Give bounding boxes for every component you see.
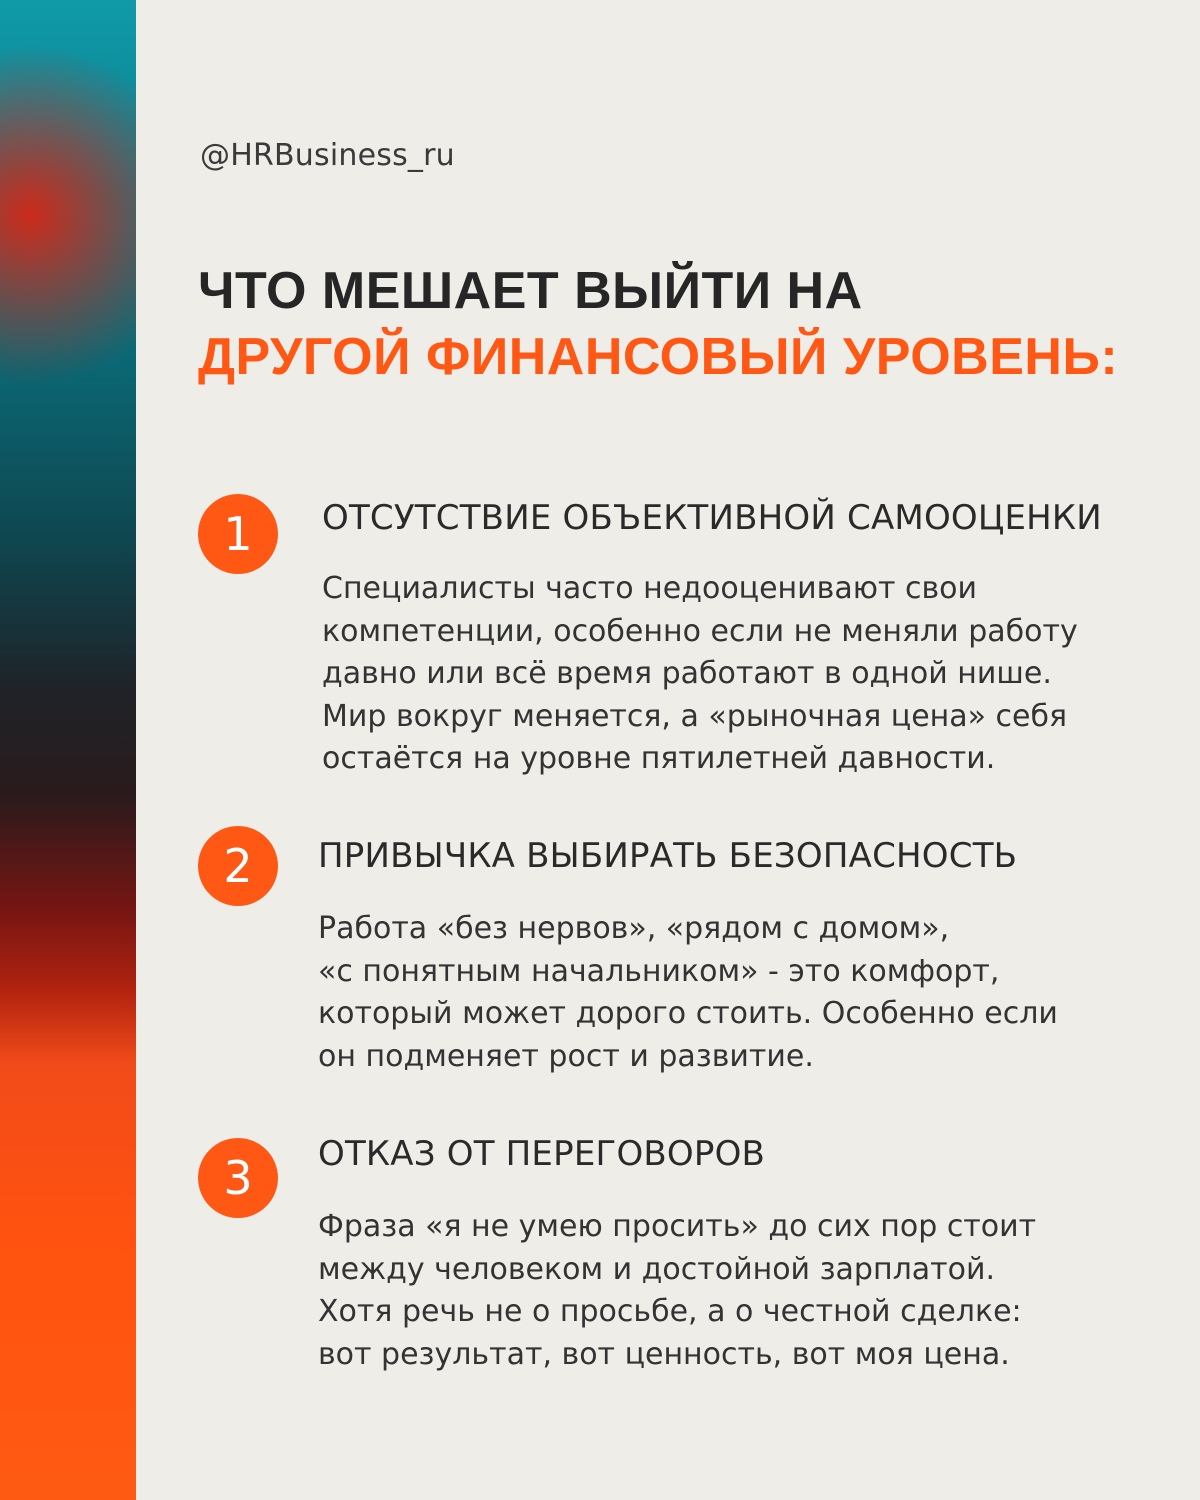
title-line-2-accent: ДРУГОЙ ФИНАНСОВЫЙ УРОВЕНЬ: <box>198 328 1119 386</box>
description-line: остаётся на уровне пятилетней давности. <box>322 741 996 776</box>
item-heading: ОТСУТСТВИЕ ОБЪЕКТИВНОЙ САМООЦЕНКИ <box>322 498 1102 538</box>
description-line: который может дорого стоить. Особенно если <box>318 996 1058 1031</box>
item-description <box>322 568 1122 781</box>
description-line: давно или всё время работают в одной нише. <box>322 656 1052 691</box>
number-badge: 3 <box>198 1138 278 1218</box>
description-line: он подменяет рост и развитие. <box>318 1038 814 1074</box>
description-line: компетенции, особенно если не меняли работу <box>322 613 1078 649</box>
description-line: Работа «без нервов», «рядом с домом», <box>318 911 950 946</box>
description-line: между человеком и достойной зарплатой. <box>318 1251 996 1287</box>
description-line: Хотя речь не о просьбе, а о честной сделке: <box>318 1294 1022 1329</box>
title-line-1: ЧТО МЕШАЕТ ВЫЙТИ НА <box>198 262 863 320</box>
account-handle: @HRBusiness_ru <box>200 138 455 173</box>
decorative-gradient-band <box>0 0 136 1500</box>
number-badge: 2 <box>198 826 278 906</box>
item-description <box>318 1206 1118 1376</box>
item-heading: ОТКАЗ ОТ ПЕРЕГОВОРОВ <box>318 1134 766 1174</box>
number-badge: 1 <box>198 494 278 574</box>
item-description <box>318 908 1118 1078</box>
description-line: «с понятным начальником» - это комфорт, <box>318 953 1000 989</box>
description-line: Мир вокруг меняется, а «рыночная цена» себя <box>322 698 1068 734</box>
post-content <box>136 0 1200 1500</box>
page-title <box>198 258 1118 390</box>
description-line: вот результат, вот ценность, вот моя цена. <box>318 1336 1010 1372</box>
description-line: Фраза «я не умею просить» до сих пор стоит <box>318 1209 1037 1244</box>
description-line: Специалисты часто недооценивают свои <box>322 571 978 606</box>
item-heading: ПРИВЫЧКА ВЫБИРАТЬ БЕЗОПАСНОСТЬ <box>318 836 1018 876</box>
